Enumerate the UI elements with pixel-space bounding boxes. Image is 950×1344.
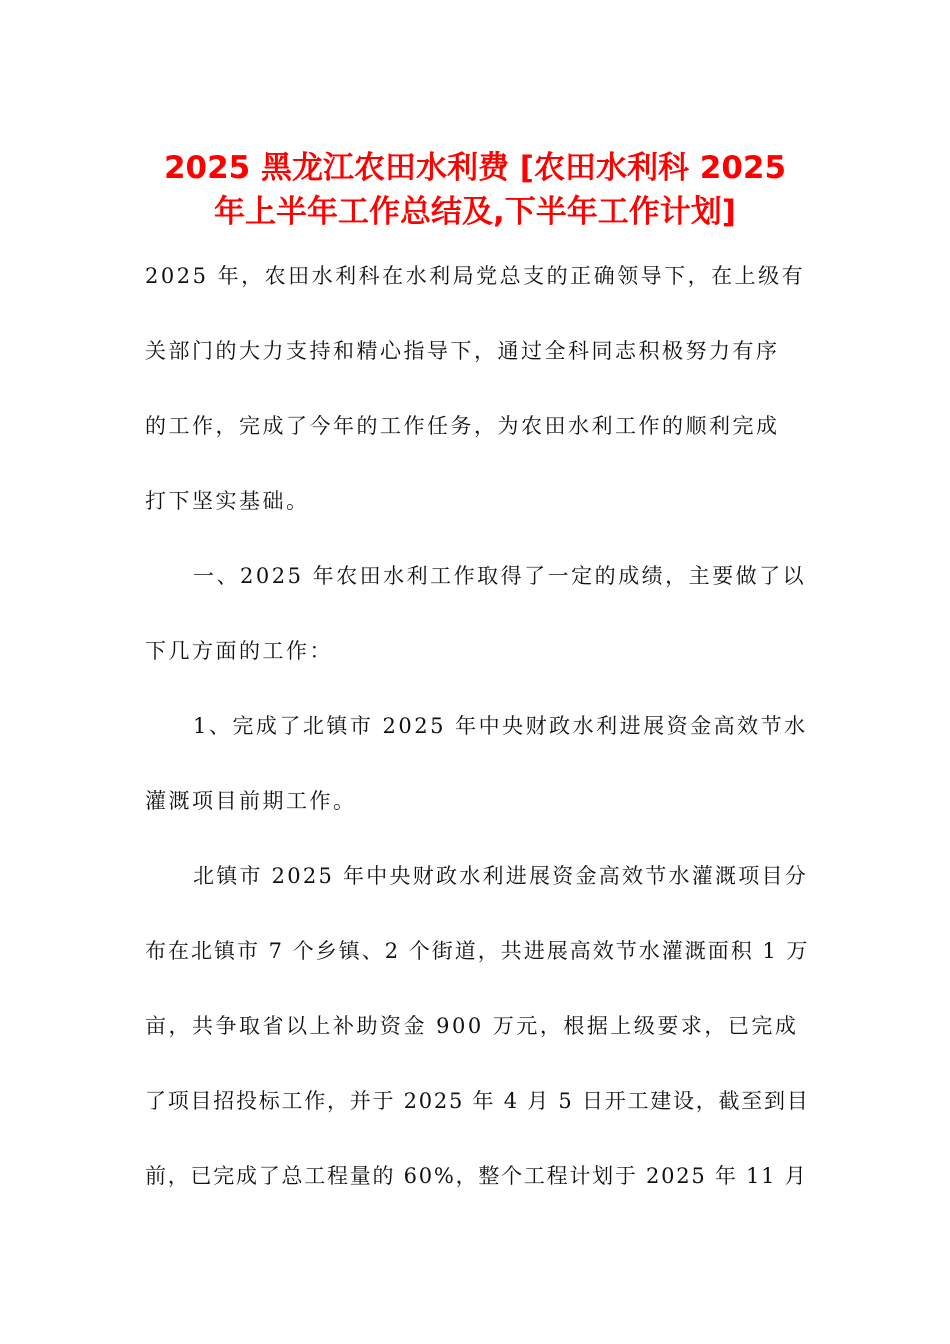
body-line-7: 1、完成了北镇市 2025 年中央财政水利进展资金高效节水: [193, 714, 808, 738]
body-line-6: 下几方面的工作：: [145, 639, 333, 663]
title-line-1: 2025 黑龙江农田水利费 [农田水利科 2025: [163, 150, 787, 186]
body-line-3: 的工作，完成了今年的工作任务，为农田水利工作的顺利完成: [145, 414, 780, 438]
body-line-10: 布在北镇市 7 个乡镇、2 个街道，共进展高效节水灌溉面积 1 万: [145, 939, 810, 963]
body-line-2: 关部门的大力支持和精心指导下，通过全科同志积极努力有序: [145, 339, 780, 363]
body-line-5: 一、2025 年农田水利工作取得了一定的成绩，主要做了以: [193, 564, 807, 588]
title-line-2: 年上半年工作总结及,下半年工作计划]: [214, 194, 736, 230]
body-line-12: 了项目招投标工作，并于 2025 年 4 月 5 日开工建设，截至到目: [145, 1089, 810, 1113]
document-title: [120, 146, 830, 234]
body-line-8: 灌溉项目前期工作。: [145, 789, 357, 813]
body-line-4: 打下坚实基础。: [145, 489, 310, 513]
body-line-9: 北镇市 2025 年中央财政水利进展资金高效节水灌溉项目分: [193, 864, 809, 888]
body-line-1: 2025 年，农田水利科在水利局党总支的正确领导下，在上级有: [145, 264, 806, 288]
body-line-11: 亩，共争取省以上补助资金 900 万元，根据上级要求，已完成: [145, 1014, 799, 1038]
body-line-13: 前，已完成了总工程量的 60%，整个工程计划于 2025 年 11 月: [145, 1164, 808, 1188]
